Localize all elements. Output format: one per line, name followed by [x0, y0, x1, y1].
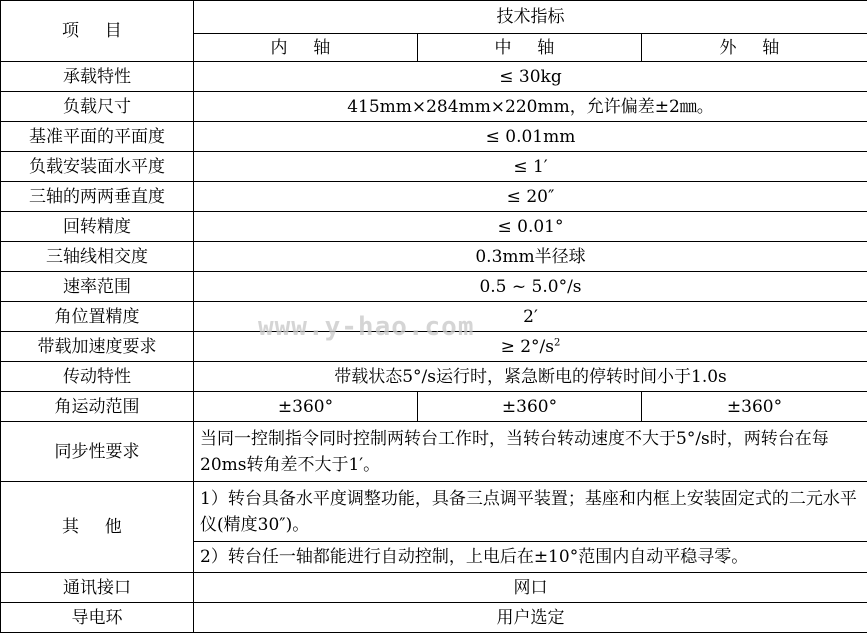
row-label: 负载尺寸	[1, 92, 194, 122]
table-row	[1, 302, 867, 332]
row-value: ≤ 30kg	[194, 62, 867, 92]
header-tech: 技术指标	[194, 1, 867, 34]
row-label: 负载安装面水平度	[1, 152, 194, 182]
angular-outer: ±360°	[642, 392, 867, 422]
row-label: 回转精度	[1, 212, 194, 242]
other-item-2: 2）转台任一轴都能进行自动控制，上电后在±10°范围内自动平稳寻零。	[194, 542, 867, 573]
row-label: 同步性要求	[1, 422, 194, 482]
row-label: 角运动范围	[1, 392, 194, 422]
header-middle-axis: 中 轴	[418, 34, 642, 62]
accel-superscript: 2	[554, 337, 560, 348]
row-label: 承载特性	[1, 62, 194, 92]
table-row	[1, 362, 867, 392]
sync-value: 当同一控制指令同时控制两转台工作时，当转台转动速度不大于5°/s时，两转台在每20ms转角差不大于1′。	[194, 422, 867, 482]
row-label: 带载加速度要求	[1, 332, 194, 362]
angular-inner: ±360°	[194, 392, 418, 422]
row-label: 通讯接口	[1, 573, 194, 603]
other-row-1	[1, 482, 867, 542]
table-row	[1, 212, 867, 242]
watermark: www.y-hao.com	[258, 312, 475, 342]
comm-row	[1, 573, 867, 603]
row-value: ≤ 0.01°	[194, 212, 867, 242]
row-label: 速率范围	[1, 272, 194, 302]
row-value: 0.5 ~ 5.0°/s	[194, 272, 867, 302]
row-value: 带载状态5°/s运行时，紧急断电的停转时间小于1.0s	[194, 362, 867, 392]
row-value: ≤ 0.01mm	[194, 122, 867, 152]
row-label: 传动特性	[1, 362, 194, 392]
table-row	[1, 182, 867, 212]
table-row	[1, 122, 867, 152]
row-value: 2′	[194, 302, 867, 332]
angular-range-row	[1, 392, 867, 422]
slip-ring-row	[1, 603, 867, 633]
other-item-1: 1）转台具备水平度调整功能，具备三点调平装置；基座和内框上安装固定式的二元水平仪(精度30″)。	[194, 482, 867, 542]
table-row	[1, 242, 867, 272]
row-value: 0.3mm半径球	[194, 242, 867, 272]
table-row	[1, 272, 867, 302]
table-row	[1, 92, 867, 122]
row-label: 角位置精度	[1, 302, 194, 332]
header-row	[1, 1, 867, 34]
slip-value: 用户选定	[194, 603, 867, 633]
row-label: 导电环	[1, 603, 194, 633]
table-row	[1, 332, 867, 362]
table-row	[1, 152, 867, 182]
sync-row	[1, 422, 867, 482]
row-label: 其 他	[1, 482, 194, 573]
comm-value: 网口	[194, 573, 867, 603]
header-inner-axis: 内 轴	[194, 34, 418, 62]
angular-middle: ±360°	[418, 392, 642, 422]
row-label: 基准平面的平面度	[1, 122, 194, 152]
row-value: ≤ 1′	[194, 152, 867, 182]
table-row	[1, 62, 867, 92]
header-item: 项 目	[1, 1, 194, 62]
row-label: 三轴线相交度	[1, 242, 194, 272]
header-outer-axis: 外 轴	[642, 34, 867, 62]
row-value: 415mm×284mm×220mm，允许偏差±2㎜。	[194, 92, 867, 122]
row-label: 三轴的两两垂直度	[1, 182, 194, 212]
row-value: ≤ 20″	[194, 182, 867, 212]
row-value	[194, 332, 867, 362]
accel-value: ≥ 2°/s	[501, 337, 554, 357]
